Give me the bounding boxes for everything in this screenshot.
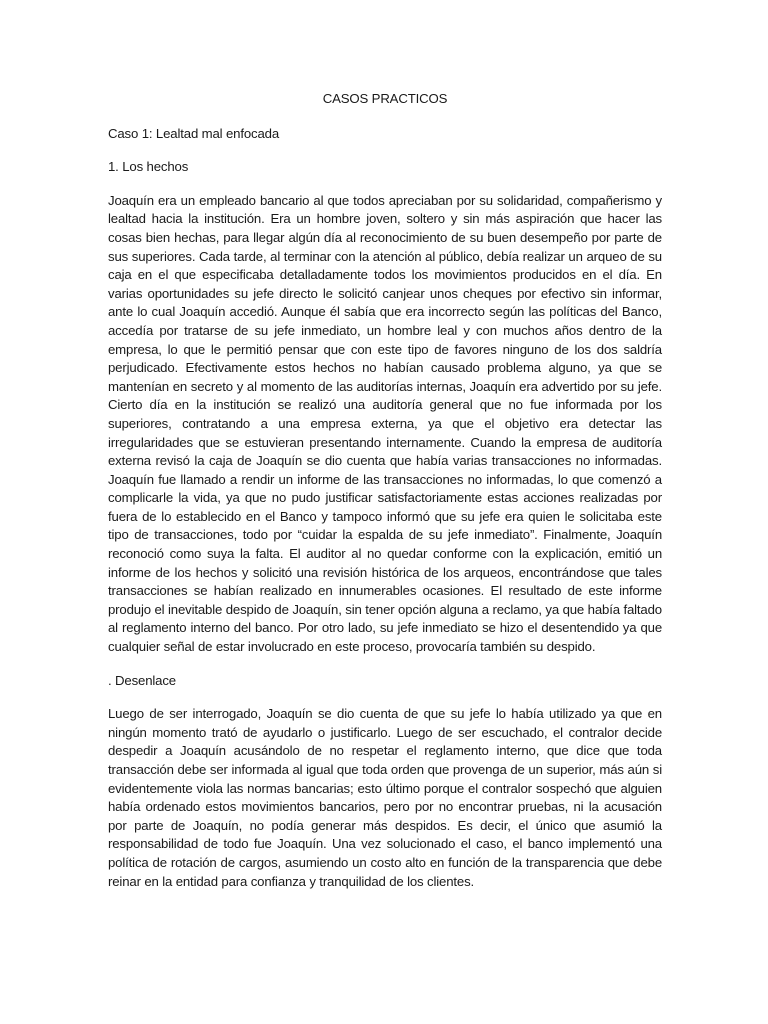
case-heading: Caso 1: Lealtad mal enfocada [108,125,280,141]
document-page [108,90,662,906]
document-title: CASOS PRACTICOS [322,91,448,106]
section-heading-hechos: 1. Los hechos [108,159,189,175]
section-body-hechos: Joaquín era un empleado bancario al que todos apreciaban por su solidaridad, compañerismo y lealtad hacia la institución. Era un hombre joven, soltero y sin más aspiración que hacer las cosas bien hechas, para llegar algún día al reconocimiento de su buen desempeño por parte de sus superiores. Cada tarde, al terminar con la atención al público, debía realizar un arqueo de su caja en el que especificaba detalladamente todos los movimientos producidos en el día. En varias oportunidades su jefe directo le solicitó canjear unos cheques por efectivo sin informar, ante lo cual Joaquín accedió. Aunque él sabía que era incorrecto según las políticas del Banco, accedía por tratarse de su jefe inmediato, un hombre leal y con muchos años dentro de la empresa, lo que le permitió pensar que con este tipo de favores ninguno de los dos saldría perjudicado. Efectivamente estos hechos no habían causado problema alguno, ya que se mantenían en secreto y al momento de las auditorías internas, Joaquín era advertido por su jefe. Cierto día en la institución se realizó una auditoría general que no fue informada por los superiores, contratando a una empresa externa, ya que el objetivo era detectar las irregularidades que se estuvieran presentando internamente. Cuando la empresa de auditoría externa revisó la caja de Joaquín se dio cuenta que había varias transacciones no informadas. Joaquín fue llamado a rendir un informe de las transacciones no informadas, lo que comenzó a complicarle la vida, ya que no pudo justificar satisfactoriamente estas acciones realizadas por fuera de lo establecido en el Banco y tampoco informó que su jefe era quien le solicitaba este tipo de transacciones, todo por “cuidar la espalda de su jefe inmediato”. Finalmente, Joaquín reconoció como suya la falta. El auditor al no quedar conforme con la explicación, emitió un informe de los hechos y solicitó una revisión histórica de los arqueos, encontrándose que tales transacciones se habían realizado en innumerables ocasiones. El resultado de este informe produjo el inevitable despido de Joaquín, sin tener opción alguna a reclamo, ya que había faltado al reglamento interno del banco. Por otro lado, su jefe inmediato se hizo el desentendido ya que cualquier señal de estar involucrado en este proceso, provocaría también su despido. [108,192,662,655]
section-heading-desenlace: . Desenlace [108,672,176,688]
section-body-desenlace: Luego de ser interrogado, Joaquín se dio cuenta de que su jefe lo había utilizado ya que en ningún momento trató de ayudarlo o justificarlo. Luego de ser escuchado, el contralor decide despedir a Joaquín acusándolo de no respetar el reglamento interno, que dice que toda transacción debe ser informada al igual que toda orden que provenga de un superior, más aún si evidentemente viola las normas bancarias; esto último porque el contralor sospechó que alguien había ordenado estos movimientos bancarios, pero por no encontrar pruebas, ni la acusación por parte de Joaquín, no podía generar más despidos. Es decir, el único que asumió la responsabilidad de todo fue Joaquín. Una vez solucionado el caso, el banco implementó una política de rotación de cargos, asumiendo un costo alto en función de la transparencia que debe reinar en la entidad para confianza y tranquilidad de los clientes. [108,706,662,889]
